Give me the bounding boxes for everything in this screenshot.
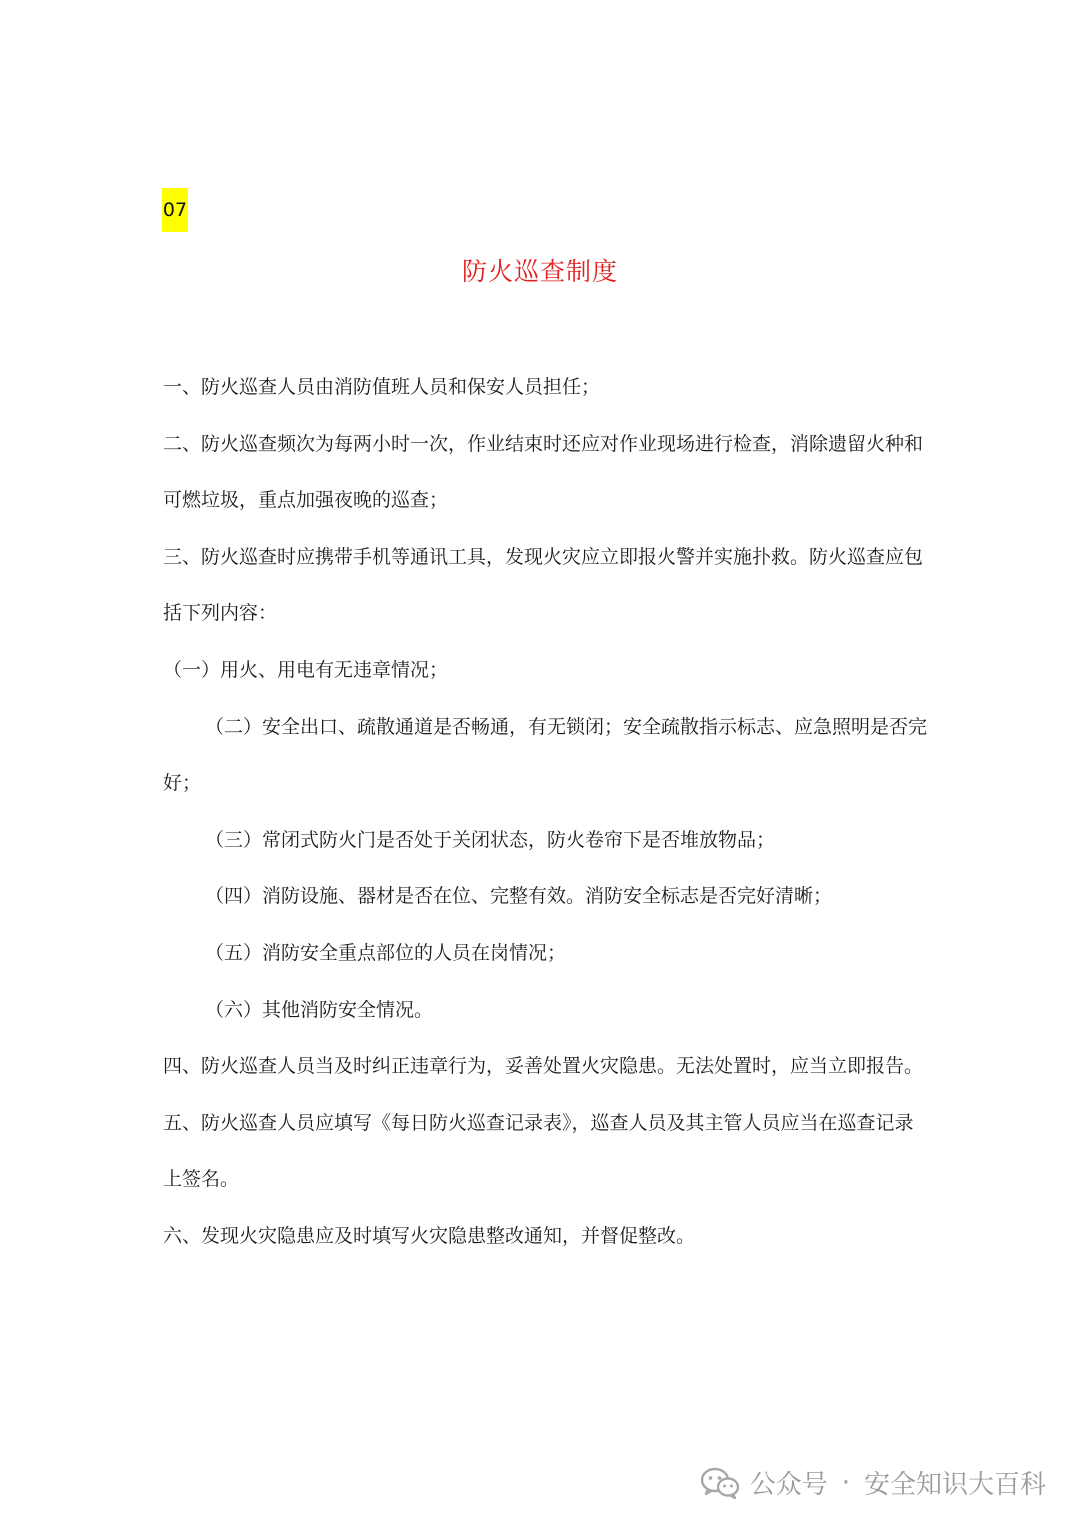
- clause-4: 四、防火巡查人员当及时纠正违章行为，妥善处置火灾隐患。无法处置时，应当立即报告。: [163, 1055, 924, 1077]
- clause-3-line-1: 三、防火巡查时应携带手机等通讯工具，发现火灾应立即报火警并实施扑救。防火巡查应包: [163, 546, 924, 568]
- sub-item-5: （五）消防安全重点部位的人员在岗情况；: [205, 942, 567, 964]
- clause-3-line-2: 括下列内容：: [163, 602, 278, 624]
- watermark-platform: 公众号: [749, 1470, 828, 1500]
- clause-5-line-2: 上签名。: [163, 1168, 240, 1190]
- document-title: 防火巡查制度: [461, 257, 618, 286]
- clause-5-line-1: 五、防火巡查人员应填写《每日防火巡查记录表》，巡查人员及其主管人员应当在巡查记录: [163, 1112, 914, 1134]
- sub-item-2-line-2: 好；: [163, 772, 202, 794]
- sub-item-1: （一）用火、用电有无违章情况；: [163, 659, 449, 681]
- clause-6: 六、发现火灾隐患应及时填写火灾隐患整改通知，并督促整改。: [163, 1225, 696, 1247]
- watermark-account: 安全知识大百科: [863, 1470, 1046, 1500]
- sub-item-6: （六）其他消防安全情况。: [205, 999, 434, 1021]
- watermark: [700, 1464, 1046, 1501]
- wechat-icon: [700, 1467, 740, 1499]
- sub-item-3: （三）常闭式防火门是否处于关闭状态，防火卷帘下是否堆放物品；: [205, 829, 776, 851]
- sub-item-4: （四）消防设施、器材是否在位、完整有效。消防安全标志是否完好清晰；: [205, 885, 833, 907]
- clause-1: 一、防火巡查人员由消防值班人员和保安人员担任；: [163, 376, 601, 398]
- sub-item-2-line-1: （二）安全出口、疏散通道是否畅通，有无锁闭；安全疏散指示标志、应急照明是否完: [205, 716, 928, 738]
- clause-2-line-1: 二、防火巡查频次为每两小时一次，作业结束时还应对作业现场进行检查，消除遗留火种和: [163, 433, 924, 455]
- page-number-badge: 07: [162, 188, 188, 232]
- watermark-separator: ·: [841, 1467, 850, 1498]
- clause-2-line-2: 可燃垃圾，重点加强夜晚的巡查；: [163, 489, 449, 511]
